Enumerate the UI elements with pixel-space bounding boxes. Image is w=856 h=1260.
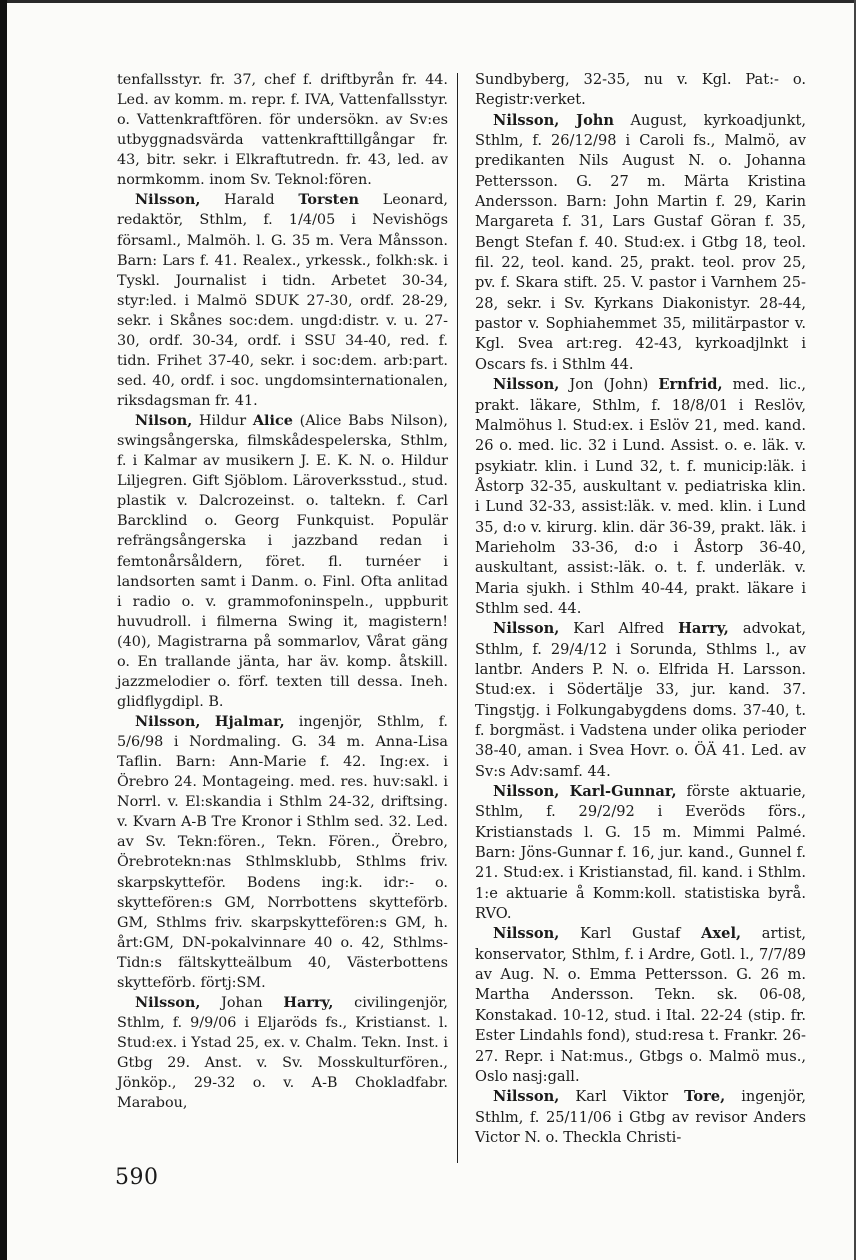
entry-call-name: Harry, [283, 993, 334, 1011]
entry-text: Leonard, redaktör, Sthlm, f. 1/4/05 i Nevishögs församl., Malmöh. l. G. 35 m. Vera Månsson. Barn: Lars f. 41. Realex., yrkessk., folkh:sk. i Tyskl. Journalist i tidn. Arbetet 30-34, styr:led. i Malmö SDUK 27-30, ordf. 28-29, sekr. i Skånes soc:dem. ungd:distr. v. u. 27-30, ordf. 30-34, ordf. i SSU 34-40, red. f. tidn. Frihet 37-40, sekr. i soc:dem. arb:part. sed. 40, ordf. i soc. ungdomsinternationalen, riksdagsman fr. 41. [117, 192, 448, 409]
entry [475, 619, 806, 782]
entry-given-names: Johan [200, 994, 284, 1011]
entry-given-names: Harald [200, 192, 299, 209]
entry [475, 1087, 806, 1148]
entry-given-names: Karl Gustaf [559, 925, 702, 943]
entry-headword: Nilsson, [493, 1088, 560, 1106]
entry-given-names: Jon (John) [559, 376, 659, 394]
entry-call-name: Tore, [684, 1088, 726, 1106]
entry-headword: Nilsson, Hjalmar, [135, 713, 285, 730]
entry-call-name: Harry, [678, 620, 729, 638]
entry-headword: Nilsson, [135, 191, 201, 209]
page-number: 590 [115, 1165, 159, 1190]
entry [117, 411, 448, 712]
entry-call-name: Torsten [298, 191, 359, 209]
right-column [475, 70, 806, 1148]
entry-headword: Nilsson, John [493, 111, 615, 129]
page-edge-top [0, 0, 856, 3]
entry-text: förste aktuarie, Sthlm, f. 29/2/92 i Everöds förs., Kristianstads l. G. 15 m. Mimmi Palmé. Barn: Jöns-Gunnar f. 16, jur. kand., Gunnel f. 21. Stud:ex. i Kristianstad, fil. kand. i Sthlm. 1:e aktuarie å Komm:koll. statistiska byrå. RVO. [475, 783, 806, 923]
entry [117, 190, 448, 411]
entry [475, 924, 806, 1087]
entry-given-names: Karl Alfred [559, 620, 679, 638]
entry-call-name: Axel, [701, 925, 742, 943]
entry [475, 782, 806, 924]
entry-headword: Nilson, [135, 412, 193, 430]
entry-continuation [475, 70, 806, 111]
entry-headword: Nilsson, [493, 925, 560, 943]
entry-text: Sundbyberg, 32-35, nu v. Kgl. Pat:- o. Registr:verket. [475, 71, 806, 109]
column-divider [457, 73, 458, 1163]
entry-call-name: Ernfrid, [658, 376, 723, 394]
entry-text: advokat, Sthlm, f. 29/4/12 i Sorunda, Sthlms l., av lantbr. Anders P. N. o. Elfrida H. Larsson. Stud:ex. i Södertälje 33, jur. kand. 37. Tingstjg. i Folkungabygdens doms. 37-40, t. f. borgmäst. i Vadstena under olika perioder 38-40, aman. i Svea Hovr. o. ÖÄ 41. Led. av Sv:s Adv:samf. 44. [475, 620, 806, 780]
entry-headword: Nilsson, [493, 376, 560, 394]
entry-text: artist, konservator, Sthlm, f. i Ardre, Gotl. l., 7/7/89 av Aug. N. o. Emma Pettersson. G. 26 m. Martha Andersson. Tekn. sk. 06-08, Konstakad. 10-12, stud. i Ital. 22-24 (stip. fr. Ester Lindahls fond), stud:resa t. Frankr. 26-27. Repr. i Nat:mus., Gtbgs o. Malmö mus., Oslo nasj:gall. [475, 925, 806, 1085]
entry [117, 993, 448, 1113]
entry-continuation [117, 70, 448, 190]
entry-text: ingenjör, Sthlm, f. 25/11/06 i Gtbg av revisor Anders Victor N. o. Theckla Christi- [475, 1088, 806, 1146]
entry-text: med. lic., prakt. läkare, Sthlm, f. 18/8/01 i Reslöv, Malmöhus l. Stud:ex. i Eslöv 21, med. kand. 26 o. med. lic. 32 i Lund. Assist. o. e. läk. v. psykiatr. klin. i Lund 32, t. f. municip:läk. i Åstorp 32-35, auskultant v. pediatriska klin. i Lund 32-33, assist:läk. v. med. klin. i Lund 35, d:o v. kirurg. klin. där 36-39, prakt. läk. i Marieholm 33-36, d:o i Åstorp 36-40, auskultant, assist:-läk. o. t. f. underläk. v. Maria sjukh. i Sthlm 40-44, prakt. läkare i Sthlm sed. 44. [475, 376, 806, 617]
entry-text: ingenjör, Sthlm, f. 5/6/98 i Nordmaling. G. 34 m. Anna-Lisa Taflin. Barn: Ann-Marie f. 42. Ing:ex. i Örebro 24. Montageing. med. res. huv:sakl. i Norrl. v. El:skandia i Sthlm 24-32, driftsing. v. Kvarn A-B Tre Kronor i Sthlm sed. 32. Led. av Sv. Tekn:fören., Tekn. Fören., Örebro, Örebrotekn:nas Sthlmsklubb, Sthlms friv. skarpskytteför. Bodens ing:k. idr:- o. skyttefören:s GM, Norrbottens skytteförb. GM, Sthlms friv. skarpskyttefören:s GM, h. årt:GM, DN-pokalvinnare 40 o. 42, Sthlms-Tidn:s fältskytteälbum 40, Västerbottens skytteförb. förtj:SM. [117, 714, 448, 991]
entry [117, 712, 448, 993]
entry-text: tenfallsstyr. fr. 37, chef f. driftbyrån fr. 44. Led. av komm. m. repr. f. IVA, Vattenfallsstyr. o. Vattenkraftfören. för undersökn. av Sv:es utbyggnadsvärda vattenkrafttillgångar fr. 43, bitr. sekr. i Elkraftutredn. fr. 43, led. av normkomm. inom Sv. Teknol:fören. [117, 72, 448, 189]
entry-given-names: Karl Viktor [559, 1088, 685, 1106]
entry-text: (Alice Babs Nilson), swingsångerska, filmskådespelerska, Sthlm, f. i Kalmar av musikern J. E. K. N. o. Hildur Liljegren. Gift Sjöblom. Läroverksstud., stud. plastik v. Dalcrozeinst. o. taltekn. f. Carl Barcklind o. Georg Funkquist. Populär refrängsångerska i jazzband redan i femtonårsåldern, föret. fl. turnéer i landsorten samt i Danm. o. Finl. Ofta anlitad i radio o. v. grammofoninspeln., uppburit huvudroll. i filmerna Swing it, magistern! (40), Magistrarna på sommarlov, Vårat gäng o. En trallande jänta, har äv. komp. åtskill. jazzmelodier o. förf. texten till dessa. Ineh. glidflygdipl. B. [117, 413, 448, 710]
entry [475, 111, 806, 375]
entry-headword: Nilsson, [493, 620, 560, 638]
entry-given-names: Hildur [192, 413, 253, 430]
entry-headword: Nilsson, Karl-Gunnar, [493, 783, 677, 801]
entry [475, 375, 806, 619]
entry-call-name: Alice [252, 412, 293, 430]
entry-headword: Nilsson, [135, 993, 201, 1011]
page-edge-left [0, 0, 7, 1260]
entry-text: August, kyrkoadjunkt, Sthlm, f. 26/12/98 i Caroli fs., Malmö, av predikanten Nils August N. o. Johanna Pettersson. G. 27 m. Märta Kristina Andersson. Barn: John Martin f. 29, Karin Margareta f. 31, Lars Gustaf Göran f. 35, Bengt Stefan f. 40. Stud:ex. i Gtbg 18, teol. fil. 22, teol. kand. 25, prakt. teol. prov 25, pv. f. Skara stift. 25. V. pastor i Varnhem 25-28, sekr. i Sv. Kyrkans Diakonistyr. 28-44, pastor v. Sophiahemmet 35, militärpastor v. Kgl. Svea art:reg. 42-43, kyrkoadjlnkt i Oscars fs. i Sthlm 44. [475, 111, 806, 373]
left-column [117, 70, 448, 1113]
entry-text: civilingenjör, Sthlm, f. 9/9/06 i Eljaröds fs., Kristianst. l. Stud:ex. i Ystad 25, ex. v. Chalm. Tekn. Inst. i Gtbg 29. Anst. v. Sv. Mosskulturfören., Jönköp., 29-32 o. v. A-B Chokladfabr. Marabou, [117, 994, 449, 1112]
